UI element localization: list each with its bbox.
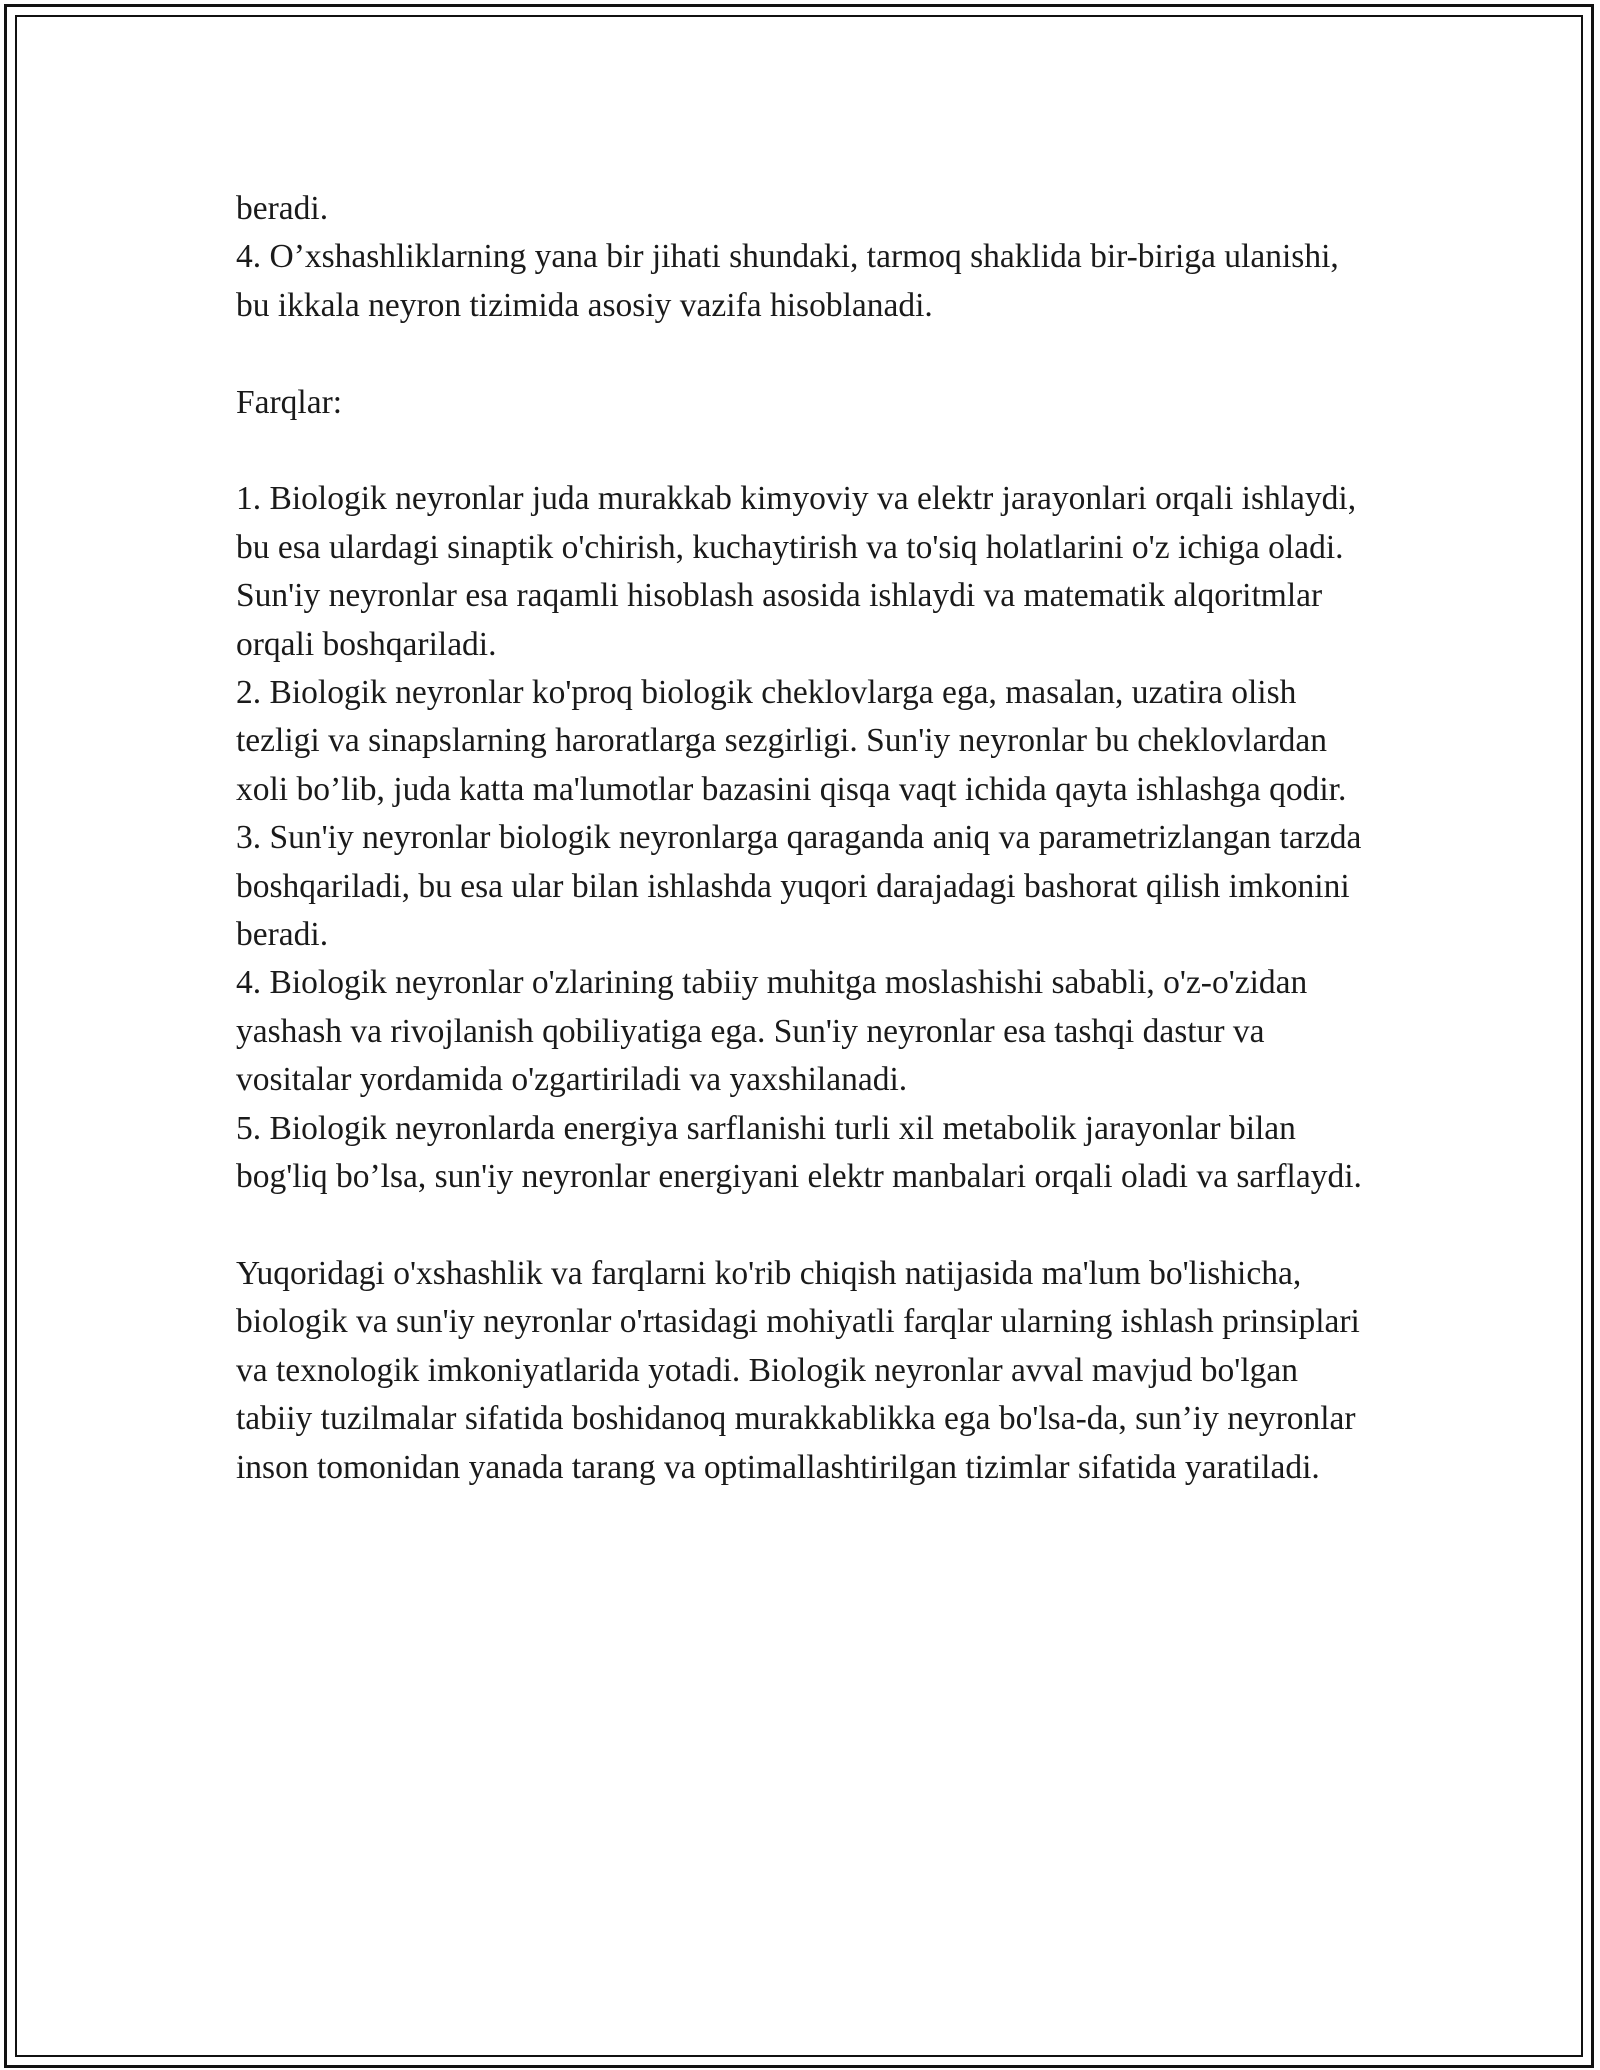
difference-item-4: 4. Biologik neyronlar o'zlarining tabiiy muhitga moslashishi sababli, o'z-o'zidan yashash va rivojlanish qobiliyatiga ega. Sun'iy neyronlar esa tashqi dastur va vositalar yordamida o'zgartiriladi va yaxshilanadi. — [236, 964, 1308, 1099]
similarity-item-4: 4. O’xshashliklarning yana bir jihati shundaki, tarmoq shaklida bir-biriga ulanishi, bu ikkala neyron tizimida asosiy vazifa hisoblanadi. — [236, 238, 1339, 324]
differences-list — [236, 475, 1366, 1201]
difference-item-2: 2. Biologik neyronlar ko'proq biologik cheklovlarga ega, masalan, uzatira olish tezligi va sinapslarning haroratlarga sezgirligi. Sun'iy neyronlar bu cheklovlardan xoli bo’lib, juda katta ma'lumotlar bazasini qisqa vaqt ichida qayta ishlashga qodir. — [236, 674, 1347, 808]
blank-line — [236, 427, 1366, 475]
document-body — [236, 185, 1366, 1492]
differences-heading: Farqlar: — [236, 383, 343, 421]
intro-tail-text: beradi. — [236, 190, 329, 227]
blank-line — [236, 330, 1366, 378]
difference-item-1: 1. Biologik neyronlar juda murakkab kimyoviy va elektr jarayonlari orqali ishlaydi, bu esa ulardagi sinaptik o'chirish, kuchaytirish va to'siq holatlarini o'z ichiga oladi. Sun'iy neyronlar esa raqamli hisoblash asosida ishlaydi va matematik alqoritmlar orqali boshqariladi. — [236, 480, 1357, 663]
blank-line — [236, 1202, 1366, 1250]
difference-item-5: 5. Biologik neyronlarda energiya sarflanishi turli xil metabolik jarayonlar bilan bog'liq bo’lsa, sun'iy neyronlar energiyani elektr manbalari orqali oladi va sarflaydi. — [236, 1109, 1362, 1196]
difference-item-3: 3. Sun'iy neyronlar biologik neyronlarga qaraganda aniq va parametrizlangan tarzda boshqariladi, bu esa ular bilan ishlashda yuqori darajadagi bashorat qilish imkonini beradi. — [236, 819, 1362, 954]
conclusion-paragraph: Yuqoridagi o'xshashlik va farqlarni ko'rib chiqish natijasida ma'lum bo'lishicha, biologik va sun'iy neyronlar o'rtasidagi mohiyatli farqlar ularning ishlash prinsiplari va texnologik imkoniyatlarida yotadi. Biologik neyronlar avval mavjud bo'lgan tabiiy tuzilmalar sifatida boshidanoq murakkablikka ega bo'lsa-da, sun’iy neyronlar inson tomonidan yanada tarang va optimallashtirilgan tizimlar sifatida yaratiladi. — [236, 1254, 1360, 1486]
